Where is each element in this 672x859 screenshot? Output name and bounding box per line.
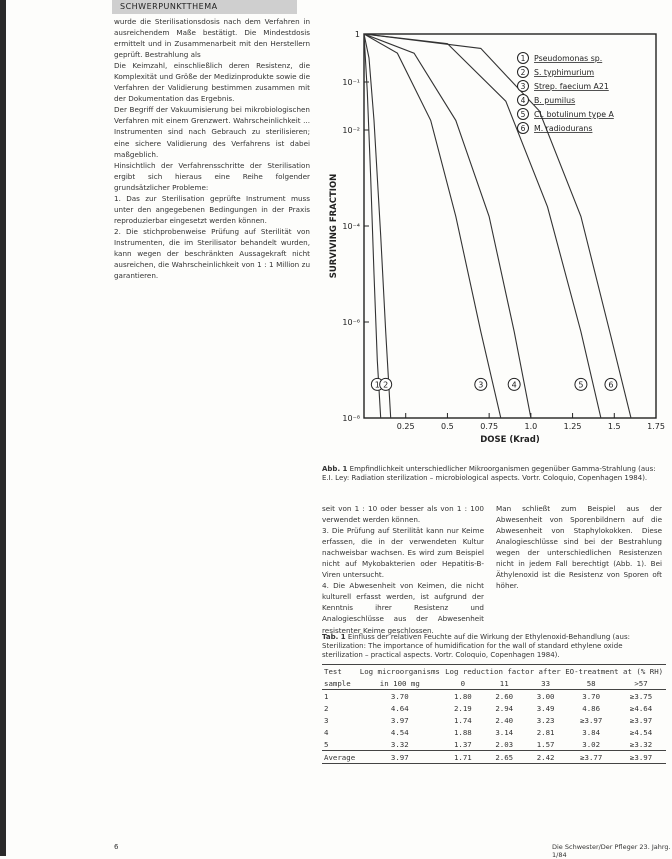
table-header-cell: in 100 mg (357, 677, 442, 690)
legend-marker-label: 1 (520, 54, 526, 63)
table-column-header: 11 (484, 677, 525, 690)
right-paragraph: 3. Die Prüfung auf Sterilität kann nur Keime erfassen, die in der verwendeten Kultur nachweisbar wachsen. Es wird zum Beispiel nicht auf Mykobakterien oder Hepatitis-B-Viren untersucht. (322, 526, 484, 580)
table-cell: 1.88 (453, 727, 472, 737)
x-axis-label: DOSE (Krad) (480, 435, 540, 445)
series-marker-label: 6 (608, 380, 614, 390)
left-text-column (114, 16, 310, 281)
table-cell: 2.40 (495, 715, 514, 725)
table-cell: 3.02 (566, 738, 616, 751)
table-cell: ≥3.32 (616, 738, 666, 751)
table-cell: 4.54 (390, 727, 409, 737)
table-cell: 3.49 (536, 703, 555, 713)
humidity-table (322, 664, 666, 764)
section-label: SCHWERPUNKTTHEMA (120, 2, 218, 11)
left-paragraph: 1. Das zur Sterilisation geprüfte Instrument muss unter den angegebenen Bedingungen in der Praxis reproduzierbar eingesetzt werden können. (114, 193, 310, 225)
table-cell: 1.71 (442, 751, 483, 764)
table-cell: 2.03 (484, 738, 525, 751)
right-text-right-column (496, 503, 662, 591)
table-cell: 5 (322, 738, 357, 751)
legend-entry: B. pumilus (534, 96, 576, 105)
table-cell: 3.70 (582, 691, 601, 701)
y-tick-label: 10⁻⁴ (342, 222, 360, 231)
table-cell: 3.97 (357, 751, 442, 764)
left-paragraph: wurde die Sterilisationsdosis nach dem Verfahren in ausreichendem Maße bestätigt. Die Mindestdosis ermittelt und in Zusammenarbeit mit den Herstellern geprüft. Bestrahlung als (114, 17, 310, 60)
table-average-row (322, 751, 666, 764)
table-header-row (322, 665, 666, 678)
legend-entry: Strep. faecium A21 (534, 82, 609, 91)
table-cell: 3.84 (582, 727, 601, 737)
table-column-header: 58 (566, 677, 616, 690)
table-row (322, 690, 666, 703)
page-edge-shadow (0, 0, 6, 856)
table-cell: 1.74 (453, 715, 472, 725)
table-cell: 2.94 (495, 703, 514, 713)
table-cell: 2.60 (495, 691, 514, 701)
series-marker-label: 4 (511, 380, 517, 390)
table-cell: 3.70 (390, 691, 409, 701)
table-header-row (322, 677, 666, 690)
table-cell: ≥4.64 (629, 703, 653, 713)
table-caption (322, 633, 662, 661)
legend-entry: M. radiodurans (534, 124, 593, 133)
left-paragraph: 2. Die stichprobenweise Prüfung auf Sterilität von Instrumenten, die im Sterilisator behandelt wurden, kann wegen der beschränkten Aussagekraft nicht ausreichen, die Wahrscheinlichkeit von 1 : 1 Million zu garantieren. (114, 226, 310, 281)
series-line (364, 34, 531, 418)
left-paragraph: Hinsichtlich der Verfahrensschritte der Sterilisation ergibt sich hieraus eine Reihe folgender grundsätzlicher Probleme: (114, 160, 310, 192)
table-cell: 4.64 (390, 703, 409, 713)
journal-footer: Die Schwester/Der Pfleger 23. Jahrg. 1/84 (552, 843, 671, 859)
table-cell: 2.19 (453, 703, 472, 713)
table-cell: ≥3.97 (616, 751, 666, 764)
series-marker-label: 5 (578, 380, 584, 390)
table-cell: 2.42 (525, 751, 566, 764)
table-row (322, 702, 666, 714)
figure-caption (322, 465, 662, 483)
table-cell: 3.14 (495, 727, 514, 737)
table-column-header: 0 (442, 677, 483, 690)
table-cell: 1.37 (442, 738, 483, 751)
table-header-group: Log reduction factor after EO-treatment at (% RH) (442, 665, 666, 678)
series-marker-label: 2 (383, 380, 389, 390)
x-tick-label: 1.75 (647, 422, 665, 431)
x-tick-label: 1.0 (524, 422, 538, 431)
x-tick-label: 0.5 (441, 422, 454, 431)
plot-frame (364, 34, 656, 418)
table-cell: ≥3.77 (566, 751, 616, 764)
table-header-cell: sample (322, 677, 357, 690)
series-line (364, 34, 501, 418)
table-cell: 4 (324, 727, 329, 737)
table-row (322, 726, 666, 738)
figure-caption-label: Abb. 1 (322, 465, 348, 473)
x-tick-label: 0.25 (396, 422, 415, 431)
right-paragraph: seit von 1 : 10 oder besser als von 1 : 100 verwendet werden können. (322, 504, 484, 525)
table-caption-text: Einfluss der relativen Feuchte auf die Wirkung der Ethylenoxid-Behandlung (aus: Sterilization: The importance of humidification for the wall of standard ethylene oxide sterilization – practical aspects. Vortr. Coloquio, Copenhagen 1984). (322, 633, 630, 660)
table-header-cell: Log microorganisms (357, 665, 442, 678)
legend-entry: Pseudomonas sp. (534, 54, 603, 63)
right-paragraph: 4. Die Abwesenheit von Keimen, die nicht kulturell erfasst werden, ist aufgrund der Kenntnis ihrer Resistenz und Analogieschlüsse aus der Abwesenheit resistenter Keime geschlossen. (322, 581, 484, 635)
legend-entry: S. typhimurium (534, 68, 595, 77)
survival-chart (322, 28, 665, 460)
table-cell: 2 (324, 703, 329, 713)
right-text-left-column (322, 503, 484, 636)
table-cell: ≥3.97 (629, 715, 653, 725)
right-paragraph: Man schließt zum Beispiel aus der Abwesenheit von Sporenbildnern auf die Abwesenheit von Staphylokokken. Diese Analogieschlüsse sind bei der Bestrahlung wegen der unterschiedlichen Resistenzen nicht in jedem Fall berechtigt (Abb. 1). Bei Äthylenoxid ist die Resistenz von Sporen oft höher. (496, 504, 662, 591)
series-line (364, 34, 631, 418)
legend-marker-label: 2 (520, 68, 526, 77)
x-tick-label: 1.25 (563, 422, 582, 431)
legend-marker-label: 5 (520, 110, 526, 119)
figure-caption-text: Empfindlichkeit unterschiedlicher Mikroorganismen gegenüber Gamma-Strahlung (aus: E.I. Ley: Radiation sterilization – microbiological aspects. Vortr. Coloquio, Copenhagen 1984). (322, 465, 656, 483)
table-cell: ≥4.54 (629, 727, 653, 737)
x-tick-label: 0.75 (480, 422, 499, 431)
y-tick-label: 10⁻⁸ (342, 414, 360, 423)
legend-entry: Cl. botulinum type A (534, 110, 614, 119)
left-paragraph: Der Begriff der Vakuumisierung bei mikrobiologischen Verfahren mit einem Grenzwert. Wahrscheinlichkeit ... Instrumenten sind nach Gebrauch zu sterilisieren; eine sichere Validierung des Verfahrens ist dabei maßgeblich. (114, 105, 310, 159)
table-cell: 4.86 (582, 703, 601, 713)
table-cell: 2.81 (536, 727, 555, 737)
table-row (322, 714, 666, 726)
page-number: 6 (114, 843, 119, 851)
y-tick-label: 1 (354, 30, 360, 39)
table-cell: 1.80 (453, 691, 472, 701)
legend-marker-label: 4 (520, 96, 526, 105)
table-cell: 3.23 (536, 715, 555, 725)
y-tick-label: 10⁻² (342, 126, 360, 135)
y-tick-label: 10⁻¹ (342, 78, 360, 87)
x-tick-label: 1.5 (607, 422, 621, 431)
series-marker-label: 3 (478, 380, 484, 390)
table-header-cell: Test (322, 665, 357, 678)
table-row (322, 738, 666, 751)
table-cell: ≥3.97 (580, 715, 603, 725)
table-cell: 2.65 (484, 751, 525, 764)
series-line (364, 34, 601, 418)
legend-marker-label: 6 (520, 124, 526, 133)
left-paragraph: Die Keimzahl, einschließlich deren Resistenz, die Komplexität und Größe der Medizinprodukte sowie die Verfahren der Validierung bestimmen zusammen mit der Dokumentation das Ergebnis. (114, 61, 310, 104)
table-cell: 3.97 (390, 715, 409, 725)
table-caption-label: Tab. 1 (322, 633, 346, 641)
table-column-header: >57 (616, 677, 666, 690)
y-axis-label: SURVIVING FRACTION (329, 173, 339, 279)
legend-marker-label: 3 (520, 82, 526, 91)
table-column-header: 33 (525, 677, 566, 690)
table-cell: ≥3.75 (629, 691, 653, 701)
table-cell: Average (322, 751, 357, 764)
table-cell: 1 (324, 691, 329, 701)
y-tick-label: 10⁻⁶ (342, 318, 360, 327)
table-cell: 1.57 (525, 738, 566, 751)
series-marker-label: 1 (374, 380, 380, 390)
table-cell: 3.32 (357, 738, 442, 751)
table-cell: 3 (324, 715, 329, 725)
table-cell: 3.00 (536, 691, 555, 701)
